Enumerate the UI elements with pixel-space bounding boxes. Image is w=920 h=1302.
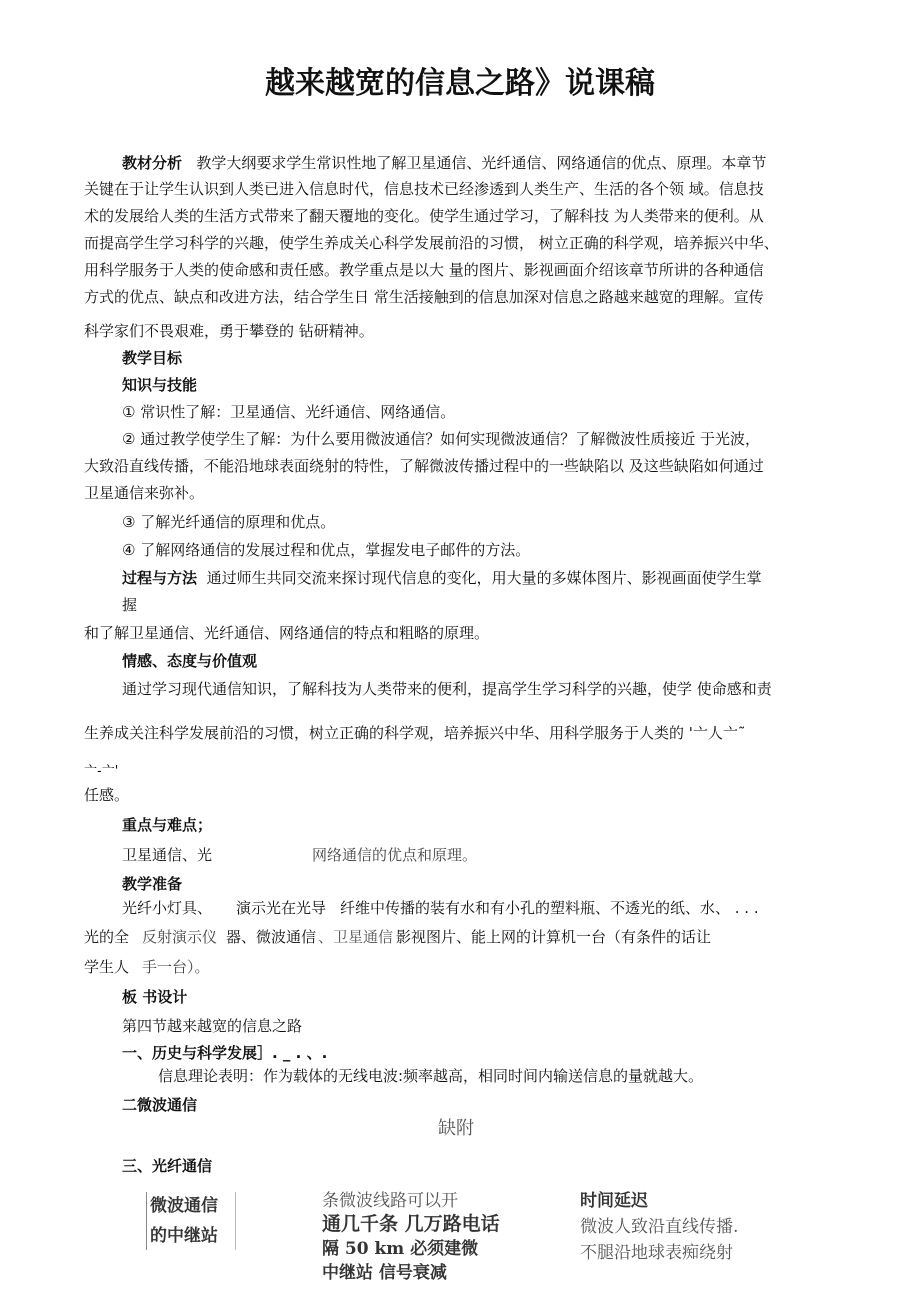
board-h1: 一、历史与科学发展］. _ . 、.	[122, 1044, 328, 1062]
prep-text: 光纤小灯具、	[122, 899, 213, 917]
prep-text: 器、微波通信	[226, 928, 317, 946]
image-text: 微波通信	[150, 1196, 218, 1216]
image-text: 的中继站	[150, 1226, 218, 1246]
analysis-line: 关键在于让学生认识到人类已进入信息时代，信息技术已经渗透到人类生产、生活的各个领 域。信息技	[84, 180, 764, 198]
goal-item: ② 通过教学使学生了解：为什么要用微波通信？如何实现微波通信？了解微波性质接近 于光波，	[122, 430, 760, 448]
process-text: 通过师生共同交流来探讨现代信息的变化，用大量的多媒体图片、影视画面使学生掌	[206, 569, 762, 587]
prep-text: 影视图片、能上网的计算机一台（有条件的话让	[396, 928, 712, 946]
image-text: 时间延迟	[580, 1191, 648, 1211]
image-text: 不腿沿地球表痴绕射	[580, 1243, 733, 1263]
prep-text: 光的全	[84, 928, 130, 946]
goal-item: ③ 了解光纤通信的原理和优点。	[122, 513, 336, 531]
emotion-line: 生养成关注科学发展前沿的习惯，树立正确的科学观，培养振兴中华、用科学服务于人类的 '亠人亠˜	[84, 724, 746, 742]
image-text: 微波人致沿直线传播.	[580, 1217, 739, 1237]
analysis-line: 用科学服务于人类的使命感和责任感。教学重点是以大 量的图片、影视画面介绍该章节所讲的各种通信	[84, 261, 764, 279]
analysis-line: 术的发展给人类的生活方式带来了翻天覆地的变化。使学生通过学习，了解科技 为人类带来的便利。从	[84, 207, 764, 225]
prep-text: 学生人	[84, 958, 130, 976]
key-points-text: 卫星通信、光	[122, 846, 213, 864]
board-heading-a: 板	[122, 988, 138, 1006]
page-title: 越来越宽的信息之路》说课稿	[265, 66, 655, 101]
process-label: 过程与方法	[122, 569, 198, 587]
process-line	[122, 568, 762, 588]
analysis-line	[122, 153, 766, 173]
board-h1-text: 信息理论表明：作为载体的无线电波:频率越高，相同时间内输送信息的量就越大。	[158, 1067, 704, 1085]
goal-item: 卫星通信来弥补。	[84, 484, 205, 502]
prep-heading: 教学准备	[122, 875, 183, 893]
prep-text: 演示光在光导	[236, 899, 327, 917]
process-cont: 和了解卫星通信、光纤通信、网络通信的特点和粗略的原理。	[84, 624, 490, 642]
board-h3: 三、光纤通信	[122, 1157, 213, 1175]
key-points-text: 网络通信的优点和原理。	[312, 846, 478, 864]
image-text: 通几千条 几万路电话	[322, 1213, 500, 1235]
goals-heading: 教学目标	[122, 349, 183, 367]
prep-text: 、卫星通信	[318, 928, 394, 946]
analysis-label: 教材分析	[122, 154, 183, 172]
goal-item: ① 常识性了解：卫星通信、光纤通信、网络通信。	[122, 403, 456, 421]
emotion-line: 亠-亠'	[84, 764, 119, 779]
process-cont: 握	[122, 596, 138, 614]
prep-text: 纤维中传播的装有水和有小孔的塑料瓶、不透光的纸、水、 . . .	[340, 899, 759, 917]
analysis-line: 方式的优点、缺点和改进方法，结合学生日 常生活接触到的信息加深对信息之路越来越宽的理解。宣传	[84, 288, 764, 306]
image-text: 中继站 信号衰减	[322, 1263, 447, 1283]
emotion-heading: 情感、态度与价值观	[122, 652, 258, 670]
knowledge-heading: 知识与技能	[122, 376, 198, 394]
goal-item: ④ 了解网络通信的发展过程和优点，掌握发电子邮件的方法。	[122, 541, 531, 559]
board-h2-note: 缺附	[438, 1118, 474, 1139]
analysis-line: 而提高学生学习科学的兴趣，使学生养成关心科学发展前沿的习惯， 树立正确的科学观，培养振兴中华、	[84, 234, 779, 252]
analysis-line: 科学家们不畏艰难，勇于攀登的 钻研精神。	[84, 322, 374, 340]
emotion-line: 任感。	[84, 786, 130, 804]
prep-text: 手一台）。	[142, 958, 210, 976]
emotion-line: 通过学习现代通信知识，了解科技为人类带来的便利，提高学生学习科学的兴趣，使学 使命感和责	[122, 680, 772, 698]
goal-item: 大致沿直线传播，不能沿地球表面绕射的特性，了解微波传播过程中的一些缺陷以 及这些缺陷如何通过	[84, 457, 764, 475]
board-section-title: 第四节越来越宽的信息之路	[122, 1017, 303, 1035]
prep-text: 反射演示仪	[142, 928, 218, 946]
board-heading	[122, 987, 187, 1007]
image-text: 隔 50 km 必须建微	[322, 1239, 479, 1259]
image-text: 条微波线路可以开	[322, 1191, 458, 1211]
key-points-heading: 重点与难点；	[122, 816, 213, 834]
analysis-text: 教学大纲要求学生常识性地了解卫星通信、光纤通信、网络通信的优点、原理。本章节	[196, 154, 767, 172]
board-h2: 二微波通信	[122, 1096, 198, 1114]
board-heading-b: 书设计	[142, 988, 188, 1006]
